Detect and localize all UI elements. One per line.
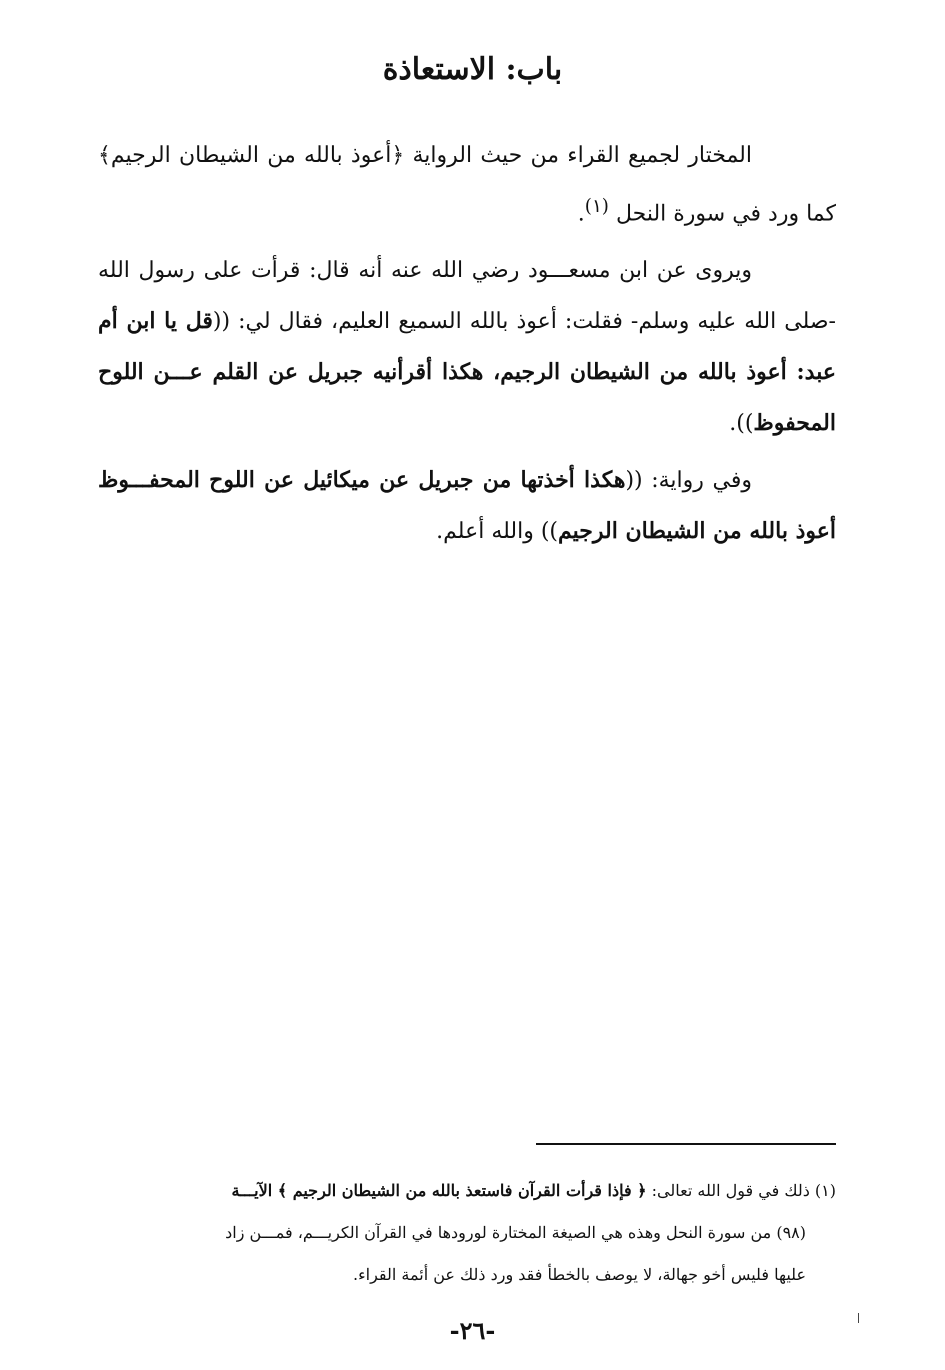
page-number: -٢٦- bbox=[449, 1316, 496, 1345]
footnote-separator bbox=[536, 1143, 836, 1145]
footnote-verse: ﴿ فإذا قرأت القرآن فاستعذ بالله من الشيطان الرجيم ﴾ bbox=[277, 1181, 647, 1200]
paragraph-1-text: المختار لجميع القراء من حيث الرواية ﴿أعوذ بالله من الشيطان الرجيم﴾ كما ورد في سورة النحل bbox=[98, 143, 836, 227]
scan-mark bbox=[858, 1313, 859, 1323]
paragraph-2 bbox=[98, 245, 836, 449]
paragraph-2-quote: قل يا ابن أم عبد: أعوذ بالله من الشيطان الرجيم، هكذا أقرأنيه جبريل عن القلم عـــن اللوح المحفوظ bbox=[98, 308, 836, 437]
footnote-line-3: عليها فليس أخو جهالة، لا يوصف بالخطأ فقد ورد ذلك عن أئمة القراء. bbox=[353, 1265, 806, 1284]
paragraph-3-end: )) والله أعلم. bbox=[436, 519, 558, 545]
footnote-reference: (١) bbox=[584, 196, 609, 217]
footnote-verse-label: الآيـــة bbox=[231, 1181, 278, 1200]
footnote-intro: (١) ذلك في قول الله تعالى: bbox=[646, 1181, 836, 1200]
footnote bbox=[98, 1170, 836, 1296]
paragraph-3 bbox=[98, 455, 836, 557]
footnote-line-2: (٩٨) من سورة النحل وهذه هي الصيغة المختارة لورودها في القرآن الكريـــم، فمـــن زاد bbox=[225, 1223, 806, 1242]
paragraph-3-quote: هكذا أخذتها من جبريل عن ميكائيل عن اللوح المحفـــوظ أعوذ بالله من الشيطان الرجيم bbox=[98, 467, 836, 545]
paragraph-2-end: )). bbox=[729, 411, 754, 437]
main-text bbox=[98, 130, 836, 563]
paragraph-3-text: وفي رواية: (( bbox=[625, 468, 752, 494]
paragraph-1 bbox=[98, 130, 836, 239]
paragraph-2-text: ويروى عن ابن مسعـــود رضي الله عنه أنه قال: قرأت على رسول الله -صلى الله عليه وسلم- فقلت: أعوذ بالله السميع العليم، فقال لي: (( bbox=[98, 258, 836, 335]
paragraph-1-end: . bbox=[577, 201, 585, 227]
footnote-line-1 bbox=[98, 1170, 836, 1212]
chapter-title: باب: الاستعاذة bbox=[382, 52, 563, 87]
